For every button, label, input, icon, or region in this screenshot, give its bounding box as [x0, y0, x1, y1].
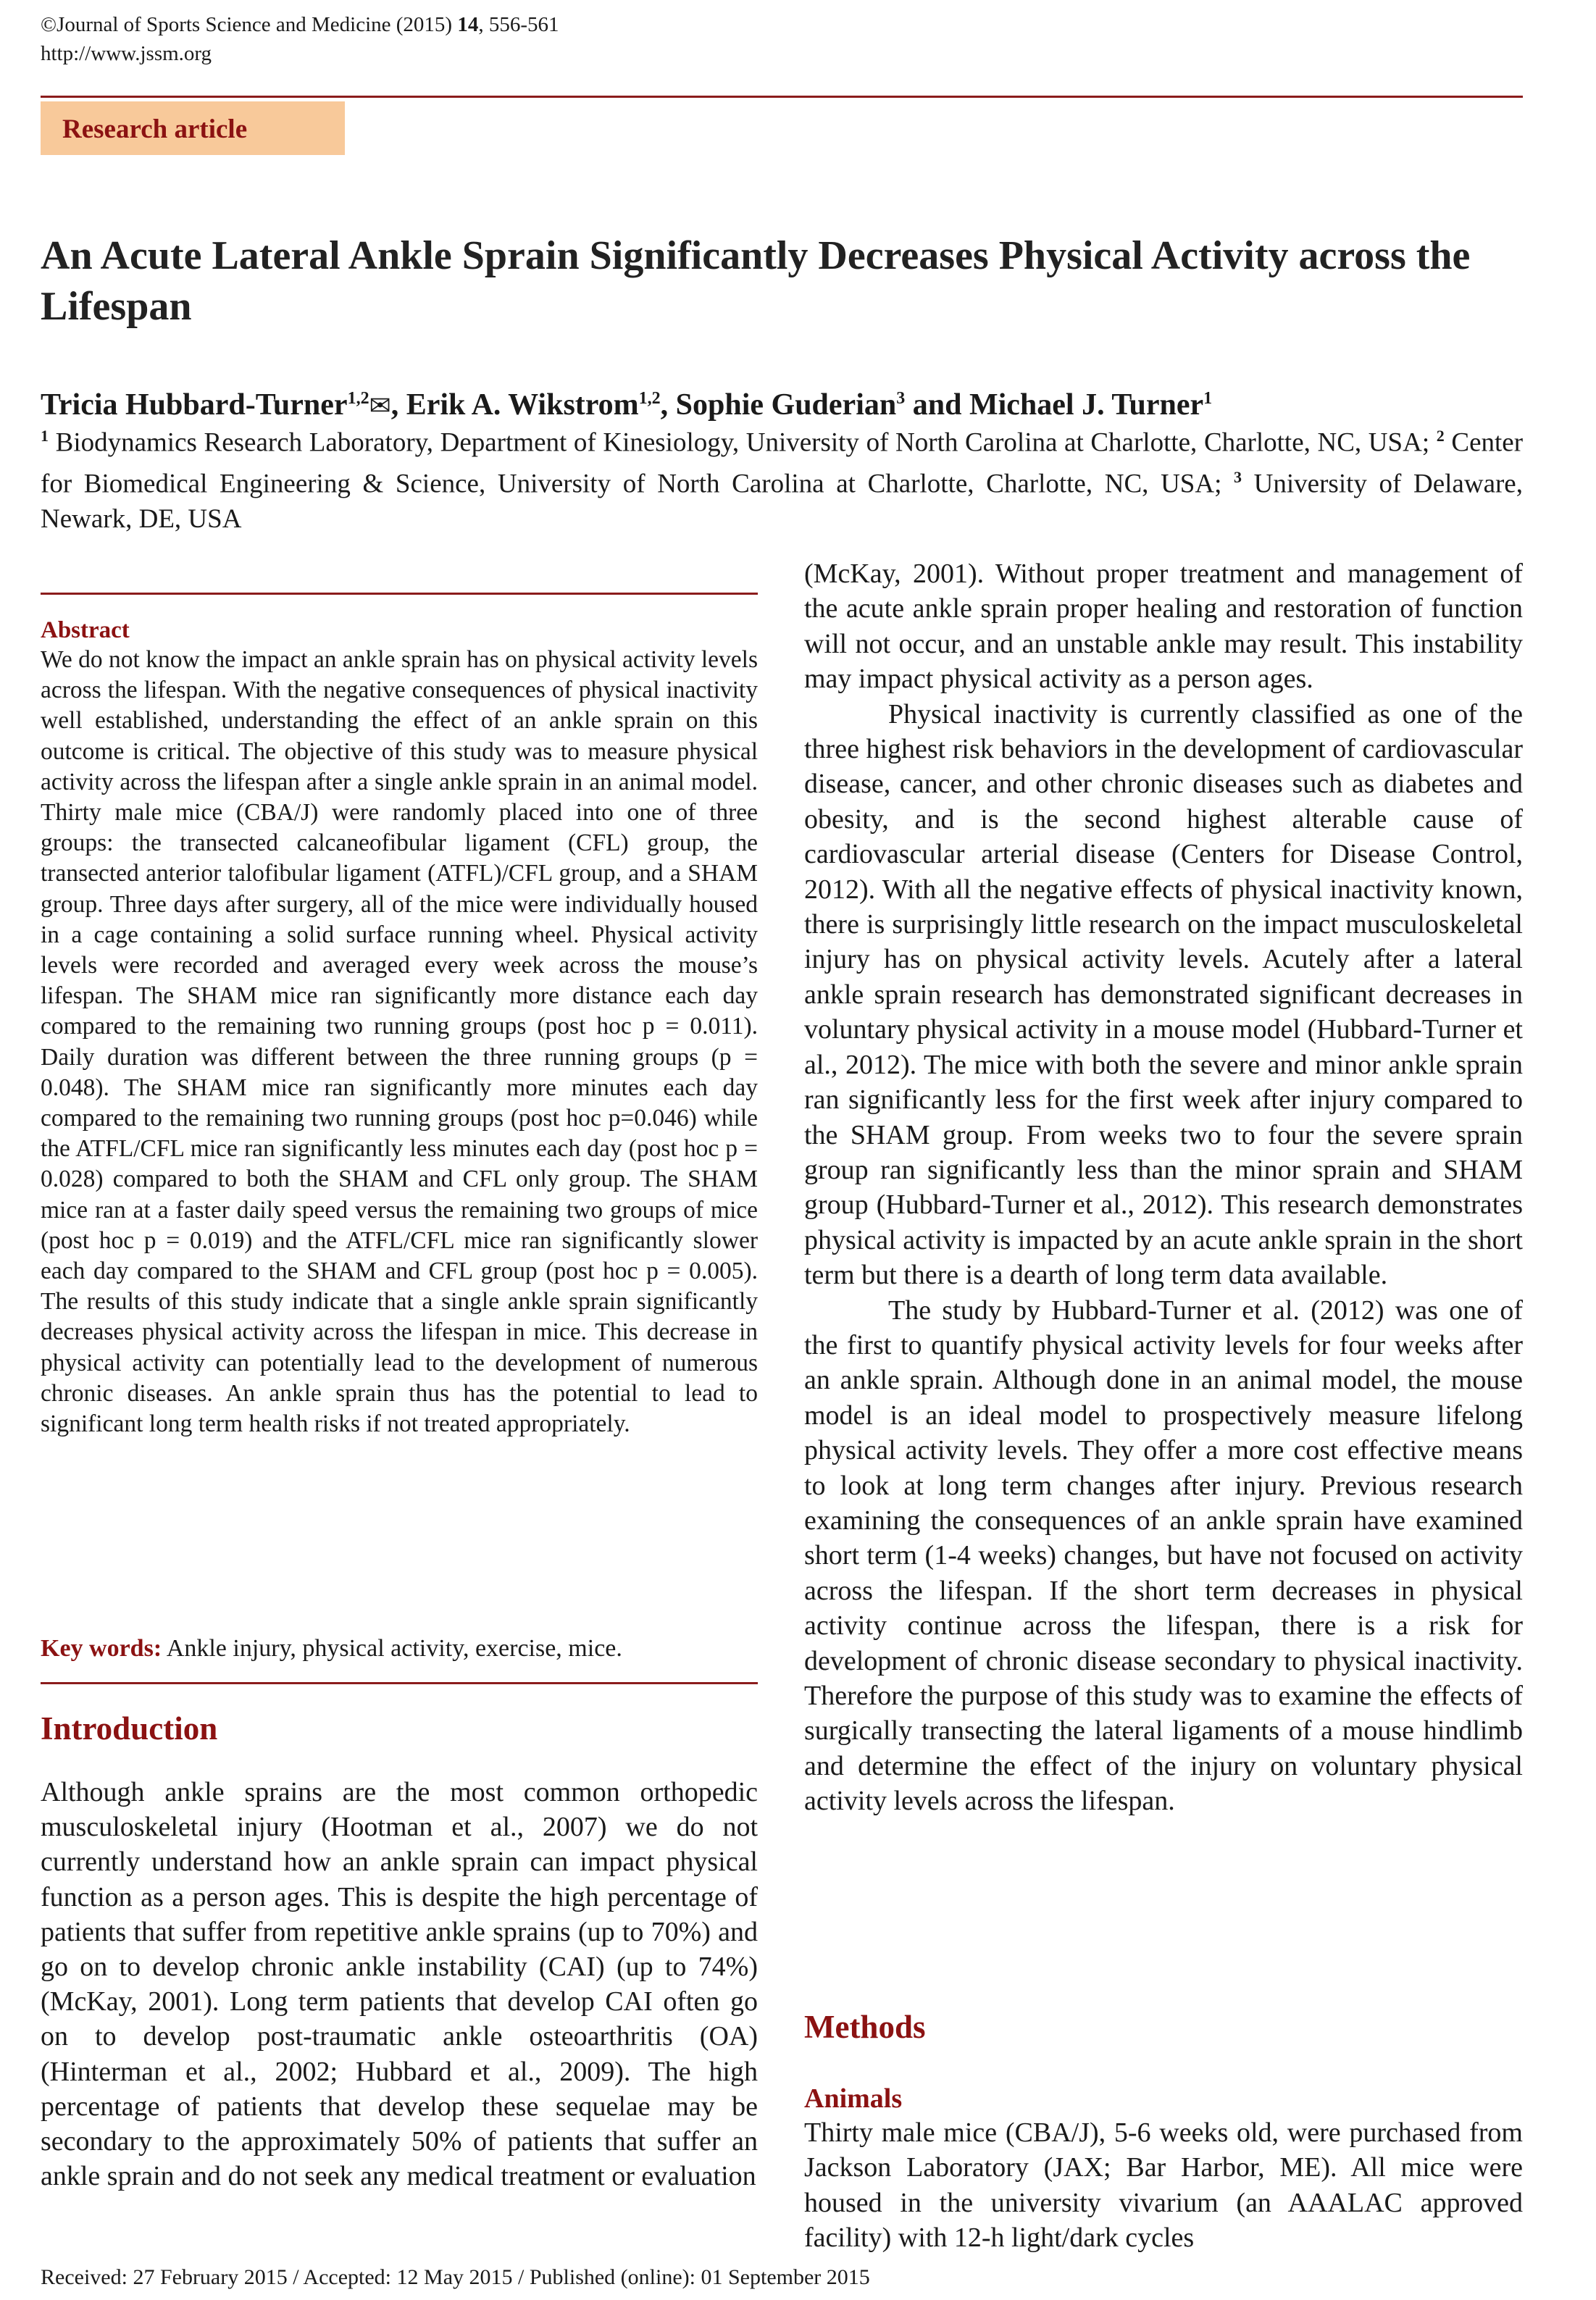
methods-heading: Methods — [804, 2009, 926, 2045]
introduction-heading: Introduction — [41, 1710, 218, 1747]
abstract-top-rule — [41, 593, 758, 595]
header-rule — [41, 96, 1523, 98]
article-type-label: Research article — [62, 114, 248, 144]
journal-citation: ©Journal of Sports Science and Medicine (2015) 14, 556-561 — [41, 13, 559, 36]
keywords — [41, 1633, 758, 1665]
abstract-bottom-rule — [41, 1682, 758, 1684]
keywords-label: Key words: — [41, 1635, 162, 1662]
right-column-text — [804, 556, 1523, 1819]
article-title: An Acute Lateral Ankle Sprain Significantly Decreases Physical Activity across the Lifespan — [41, 233, 1471, 329]
paragraph-3: The study by Hubbard-Turner et al. (2012) was one of the first to quantify physical activity levels for four weeks after an ankle sprain. Although done in an animal model, the mouse model is an ideal model to prospectively measure lifelong physical activity levels. They offer a more cost effective means to look at long term changes after injury. Previous research examining the consequences of an ankle sprain have examined short term (1-4 weeks) changes, but have not focused on activity across the lifespan. If the short term decreases in physical activity continue across the lifespan, there is a risk for development of chronic disease secondary to physical inactivity. Therefore the purpose of this study was to examine the effects of surgically transecting the lateral ligaments of a mouse hindlimb and determine the effect of the injury on voluntary physical activity levels across the lifespan. — [804, 1295, 1523, 1817]
paragraph-2: Physical inactivity is currently classified as one of the three highest risk behaviors in the development of cardiovascular disease, cancer, and other chronic diseases such as diabetes and obesity, and is the second highest alterable cause of cardiovascular arterial disease (Centers for Disease Control, 2012). With all the negative effects of physical inactivity known, there is surprisingly little research on the impact musculoskeletal injury has on physical activity levels. Acutely after a lateral ankle sprain research has demonstrated significant decreases in voluntary physical activity in a mouse model (Hubbard-Turner et al., 2012). The mice with both the severe and minor ankle sprain ran significantly less for the first week after injury compared to the SHAM group. From weeks two to four the severe sprain group ran significantly less than the minor sprain and SHAM group (Hubbard-Turner et al., 2012). This research demonstrates physical activity is impacted by an acute ankle sprain in the short term but there is a dearth of long term data available. — [804, 698, 1523, 1291]
keywords-text: Ankle injury, physical activity, exercise, mice. — [162, 1635, 622, 1662]
envelope-icon[interactable]: ✉ — [369, 391, 391, 421]
animals-subheading: Animals — [804, 2083, 903, 2114]
paragraph-1: (McKay, 2001). Without proper treatment and management of the acute ankle sprain proper healing and restoration of function will not occur, and an unstable ankle may result. This instability may impact physical activity as a person ages. — [804, 559, 1523, 695]
animals-text: Thirty male mice (CBA/J), 5-6 weeks old, were purchased from Jackson Laboratory (JAX; Bar Harbor, ME). All mice were housed in the university vivarium (an AAALAC approved facility) with 12-h light/dark cycles — [804, 2117, 1523, 2254]
journal-url[interactable]: http://www.jssm.org — [41, 42, 212, 65]
author-list: Tricia Hubbard-Turner$^{1,2}$✉, Erik A. Wikstrom$^{1,2}$, Sophie Guderian$^3$ and Michael J. Turner$^1$ — [41, 378, 1523, 427]
journal-volume: 14 — [457, 13, 479, 36]
introduction-text: Although ankle sprains are the most common orthopedic musculoskeletal injury (Hootman et al., 2007) we do not currently understand how an ankle sprain can impact physical function as a person ages. This is despite the high percentage of patients that suffer from repetitive ankle sprains (up to 70%) and go on to develop chronic ankle instability (CAI) (up to 74%)(McKay, 2001). Long term patients that develop CAI often go on to develop post-traumatic ankle osteoarthritis (OA) (Hinterman et al., 2002; Hubbard et al., 2009). The high percentage of patients that develop these sequelae may be secondary to the approximately 50% of patients that suffer an ankle sprain and do not seek any medical treatment or evaluation — [41, 1777, 758, 2192]
abstract-heading: Abstract — [41, 617, 130, 643]
journal-header — [41, 10, 559, 68]
publication-dates: Received: 27 February 2015 / Accepted: 12 May 2015 / Published (online): 01 September 2015 — [41, 2265, 870, 2289]
article-type-badge — [41, 101, 345, 155]
abstract-text: We do not know the impact an ankle sprain has on physical activity levels across the lifespan. With the negative consequences of physical inactivity well established, understanding the effect of an ankle sprain on this outcome is critical. The objective of this study was to measure physical activity across the lifespan after a single ankle sprain in an animal model. Thirty male mice (CBA/J) were randomly placed into one of three groups: the transected calcaneofibular ligament (CFL) group, the transected anterior talofibular ligament (ATFL)/CFL group, and a SHAM group. Three days after surgery, all of the mice were individually housed in a cage containing a solid surface running wheel. Physical activity levels were recorded and averaged every week across the mouse’s lifespan. The SHAM mice ran significantly more distance each day compared to the remaining two running groups (post hoc p = 0.011). Daily duration was different between the three running groups (p = 0.048). The SHAM mice ran significantly more minutes each day compared to the remaining two running groups (post hoc p=0.046) while the ATFL/CFL mice ran significantly less minutes each day (post hoc p = 0.028) compared to both the SHAM and CFL only group. The SHAM mice ran at a faster daily speed versus the remaining two groups of mice (post hoc p = 0.019) and the ATFL/CFL mice ran significantly slower each day compared to the SHAM and CFL group (post hoc p = 0.005). The results of this study indicate that a single ankle sprain significantly decreases physical activity across the lifespan in mice. This decrease in physical activity can potentially lead to the development of numerous chronic diseases. An ankle sprain thus has the potential to lead to significant long term health risks if not treated appropriately. — [41, 646, 758, 1438]
affiliations: $^1$ Biodynamics Research Laboratory, Department of Kinesiology, University of North Carolina at Charlotte, Charlotte, NC, USA; $^2$ Center for Biomedical Engineering & Science, University of North Carolina at Charlotte, Charlotte, NC, USA; $^3$ University of Delaware, Newark, DE, USA — [41, 427, 1524, 534]
